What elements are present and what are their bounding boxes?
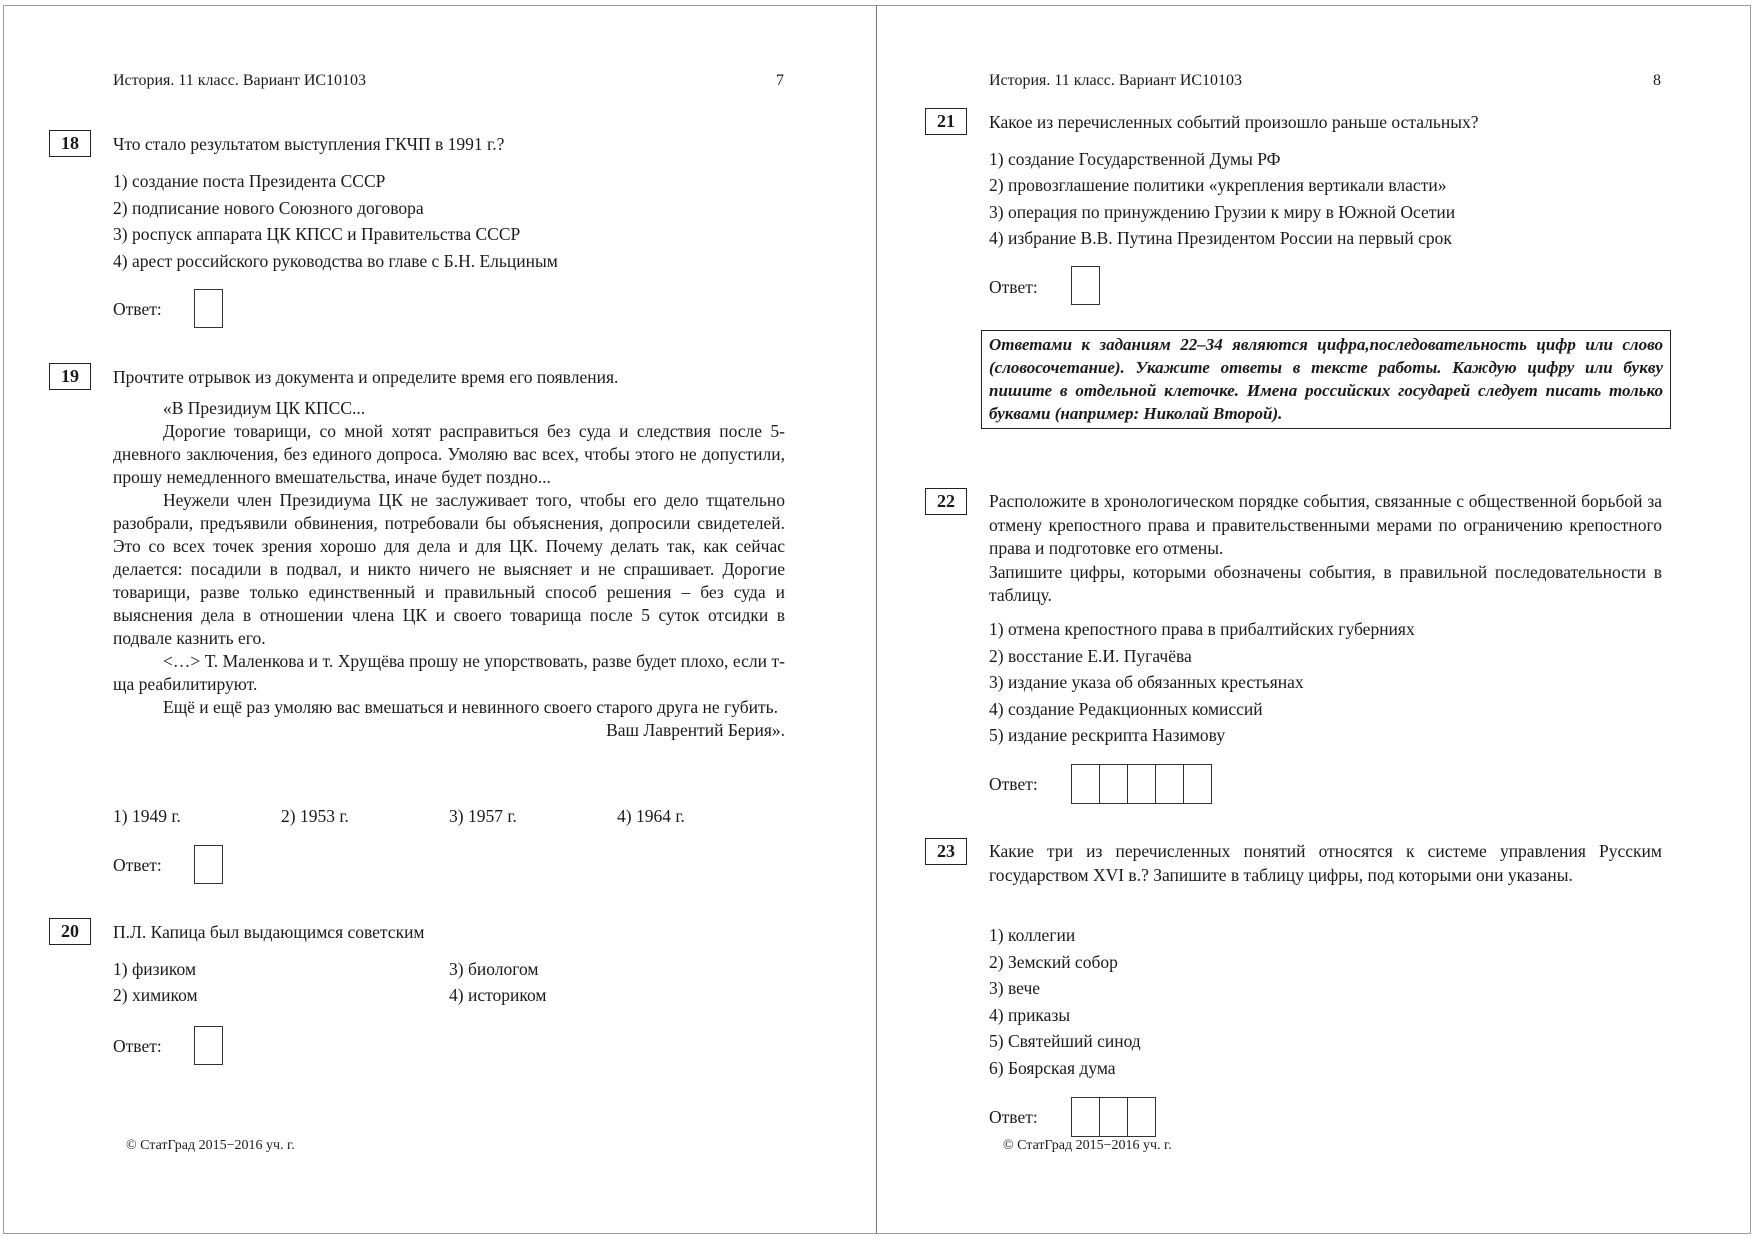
left-header-title: История. 11 класс. Вариант ИС10103 [113,72,367,89]
question-23-text: Какие три из перечисленных понятий относятся к системе управления Русским государством XVI в.? Запишите в таблицу цифры, под которыми они указаны. [989,841,1662,885]
question-22-answer-cell[interactable] [1155,764,1184,804]
question-18-option-4: 4) арест российского руководства во главе с Б.Н. Ельциным [113,251,558,271]
document-paragraph-2: Дорогие товарищи, со мной хотят расправиться без суда и следствия после 5-дневного заключения, без единого допроса. Умоляю вас всех, чтобы этого не допустили, прошу немедленного вмешательства, иначе будет поздно... [113,421,785,487]
question-22-answer-table [1071,764,1212,804]
question-19-document [113,397,785,742]
question-22-number: 22 [925,488,967,515]
question-19-option-1: 1) 1949 г. [113,806,181,826]
question-20-option-3: 3) биологом [449,959,539,979]
question-23-option-3: 3) вече [989,978,1041,998]
question-21-number: 21 [925,108,967,135]
question-19-answer-label: Ответ: [113,855,162,875]
question-18-answer-label: Ответ: [113,299,162,319]
right-header-title: История. 11 класс. Вариант ИС10103 [989,72,1243,89]
right-page-number: 8 [1653,72,1661,89]
question-19-number: 19 [49,363,91,390]
question-23-option-1: 1) коллегии [989,925,1076,945]
question-23-option-5: 5) Святейший синод [989,1031,1141,1051]
instruction-box: Ответами к заданиям 22–34 являются цифра,последовательность цифр или слово (словосочетание). Укажите ответы в тексте работы. Каждую цифру или букву пишите в отдельной клеточке. Имена российских государей следует писать только буквами (например: Николай Второй). [981,330,1671,429]
question-20-answer-box[interactable] [194,1026,223,1065]
question-23-answer-label: Ответ: [989,1107,1038,1127]
question-23-answer-cell[interactable] [1071,1097,1100,1137]
document-paragraph-5: Ещё и ещё раз умоляю вас вмешаться и невинного своего старого друга не губить. [163,697,779,717]
question-21-option-1: 1) создание Государственной Думы РФ [989,149,1281,169]
question-22-option-2: 2) восстание Е.И. Пугачёва [989,646,1192,666]
question-23-answer-table [1071,1097,1156,1137]
question-23-option-2: 2) Земский собор [989,952,1118,972]
question-22-answer-cell[interactable] [1127,764,1156,804]
question-22-answer-label: Ответ: [989,774,1038,794]
question-18-text: Что стало результатом выступления ГКЧП в 1991 г.? [113,134,505,154]
question-22-option-4: 4) создание Редакционных комиссий [989,699,1263,719]
question-22-option-5: 5) издание рескрипта Назимову [989,725,1226,745]
question-21-text: Какое из перечисленных событий произошло раньше остальных? [989,112,1479,132]
document-signature: Ваш Лаврентий Берия». [606,720,785,740]
question-21-option-4: 4) избрание В.В. Путина Президентом России на первый срок [989,228,1452,248]
question-22-text-part-2: Запишите цифры, которыми обозначены события, в правильной последовательности в таблицу. [989,561,1662,605]
question-22-answer-cell[interactable] [1099,764,1128,804]
question-20-option-1: 1) физиком [113,959,197,979]
question-18-option-1: 1) создание поста Президента СССР [113,171,386,191]
question-23-number: 23 [925,838,967,865]
question-20-option-4: 4) историком [449,985,547,1005]
question-20-answer-label: Ответ: [113,1036,162,1056]
right-footer: © СтатГрад 2015−2016 уч. г. [1003,1138,1172,1153]
question-22-answer-cell[interactable] [1071,764,1100,804]
question-19-option-2: 2) 1953 г. [281,806,349,826]
document-paragraph-4: <…> Т. Маленкова и т. Хрущёва прошу не упорствовать, разве будет плохо, если т-ща реабилитируют. [113,651,785,694]
question-22-text [989,490,1662,608]
question-22-option-3: 3) издание указа об обязанных крестьянах [989,672,1304,692]
question-18-option-3: 3) роспуск аппарата ЦК КПСС и Правительства СССР [113,224,521,244]
question-20-option-2: 2) химиком [113,985,198,1005]
question-22-option-1: 1) отмена крепостного права в прибалтийских губерниях [989,619,1415,639]
question-18-answer-box[interactable] [194,289,223,328]
question-21-answer-box[interactable] [1071,266,1100,305]
left-footer: © СтатГрад 2015−2016 уч. г. [126,1138,295,1153]
question-18-option-2: 2) подписание нового Союзного договора [113,198,424,218]
question-19-text: Прочтите отрывок из документа и определите время его появления. [113,367,619,387]
question-23-option-4: 4) приказы [989,1005,1071,1025]
document-paragraph-3: Неужели член Президиума ЦК не заслуживает того, чтобы его дело тщательно разобрали, предъявили обвинения, потребовали бы объяснения, допросили свидетелей. Это со всех точек зрения хорошо для дела и для ЦК. Почему делать так, как сейчас делается: посадили в подвал, и никто ничего не выясняет и не спрашивает. Дорогие товарищи, разве только единственный и правильный способ решения – без суда и выяснения дела в отношении члена ЦК и своего товарища после 5 суток отсидки в подвале казнить его. [113,490,785,648]
question-19-answer-box[interactable] [194,845,223,884]
question-22-answer-cell[interactable] [1183,764,1212,804]
question-20-text: П.Л. Капица был выдающимся советским [113,922,425,942]
question-22-text-part-1: Расположите в хронологическом порядке события, связанные с общественной борьбой за отмену крепостного права и правительственными мерами по ограничению крепостного права и подготовке его отмены. [989,491,1662,558]
question-23-answer-cell[interactable] [1099,1097,1128,1137]
question-19-option-4: 4) 1964 г. [617,806,685,826]
question-18-number: 18 [49,130,91,157]
question-20-number: 20 [49,918,91,945]
question-21-option-3: 3) операция по принуждению Грузии к миру в Южной Осетии [989,202,1456,222]
question-21-option-2: 2) провозглашение политики «укрепления вертикали власти» [989,175,1447,195]
question-23-option-6: 6) Боярская дума [989,1058,1116,1078]
question-19-option-3: 3) 1957 г. [449,806,517,826]
question-21-answer-label: Ответ: [989,277,1038,297]
left-page-number: 7 [776,72,784,89]
page-divider [876,5,877,1234]
document-paragraph-1: «В Президиум ЦК КПСС... [163,398,366,418]
question-23-answer-cell[interactable] [1127,1097,1156,1137]
